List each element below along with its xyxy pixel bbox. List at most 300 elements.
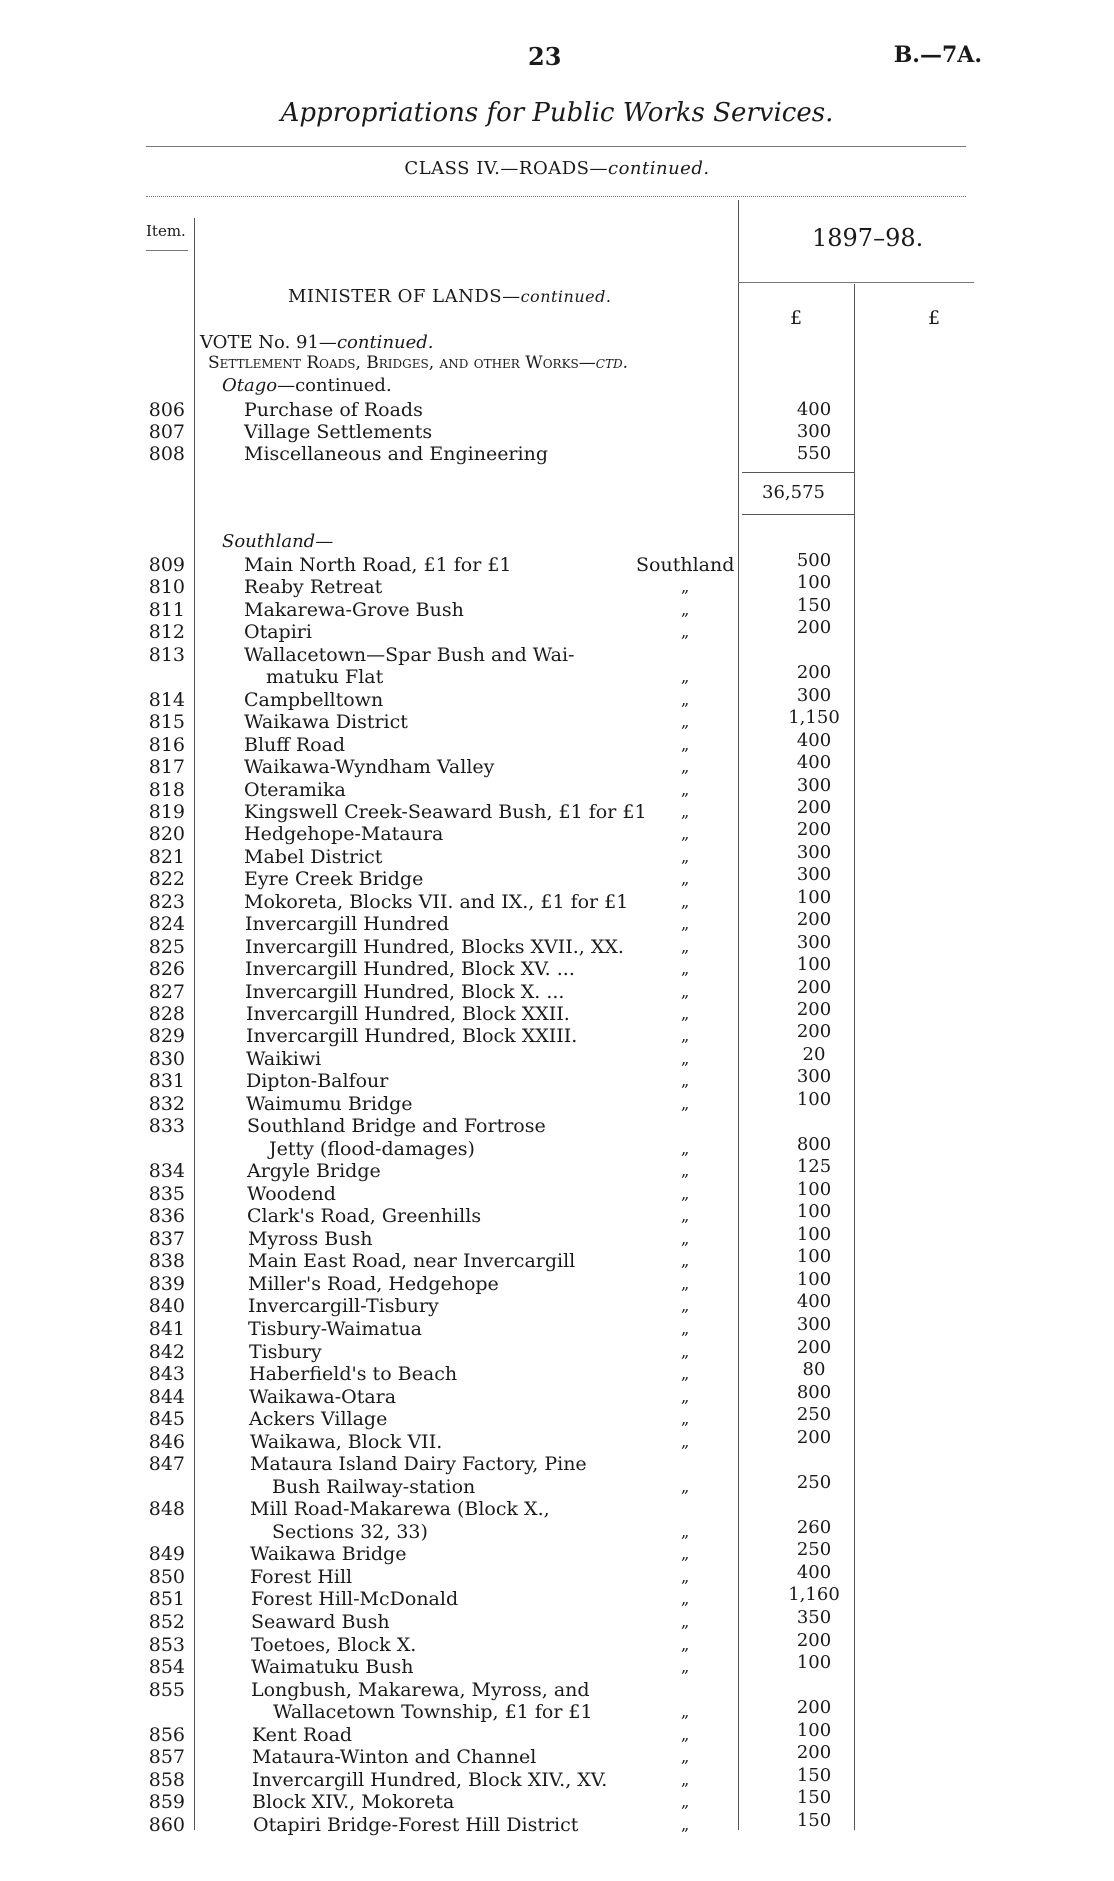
item-amount: 100 (796, 1201, 832, 1223)
item-amount: 550 (796, 443, 832, 464)
item-number: 838 (148, 1250, 185, 1273)
item-amount: 100 (796, 1719, 832, 1741)
ditto-mark: „ (681, 1206, 690, 1226)
class-heading (0, 158, 1114, 179)
item-description: Waimatuku Bush (251, 1656, 414, 1679)
item-amount: 100 (796, 1246, 832, 1268)
otago-heading-continued: —continued. (277, 375, 392, 396)
item-amount: 150 (796, 1764, 832, 1786)
item-description: Miller's Road, Hedgehope (248, 1272, 499, 1295)
item-description: Forest Hill (250, 1565, 353, 1588)
table-row (0, 1629, 1114, 1656)
item-amount: 100 (796, 1088, 832, 1110)
ditto-mark: „ (681, 1792, 690, 1812)
item-description-continued: Jetty (flood-damages) (269, 1137, 475, 1160)
item-number: 836 (148, 1205, 185, 1228)
table-row (0, 954, 1114, 981)
minister-heading-main: MINISTER OF LANDS— (288, 286, 521, 307)
ditto-mark: „ (681, 1251, 690, 1271)
ditto-mark: „ (681, 1431, 690, 1451)
minister-heading-continued: continued. (520, 287, 612, 306)
ditto-mark: „ (681, 824, 690, 844)
item-number: 814 (148, 688, 185, 711)
item-amount: 400 (796, 729, 832, 751)
item-description: Waikawa, Block VII. (250, 1430, 443, 1453)
item-description: Tisbury (249, 1340, 322, 1363)
table-row (0, 1268, 1114, 1295)
item-description: Waikawa Bridge (250, 1543, 407, 1566)
settlement-heading (208, 353, 628, 373)
table-row (0, 774, 1114, 801)
item-amount: 200 (796, 1629, 832, 1651)
item-number: 834 (148, 1160, 185, 1183)
otago-heading-main: Otago (222, 375, 278, 396)
southland-heading: Southland— (222, 531, 334, 552)
item-number: 850 (148, 1565, 185, 1588)
ditto-mark: „ (681, 1566, 690, 1586)
ditto-mark: „ (681, 577, 690, 597)
table-row (0, 909, 1114, 936)
item-amount: 200 (796, 1021, 832, 1043)
table-row (0, 1359, 1114, 1386)
item-description: Mabel District (244, 845, 383, 868)
item-amount: 300 (796, 684, 832, 706)
item-number: 855 (148, 1678, 185, 1701)
item-number: 846 (148, 1430, 185, 1453)
ditto-mark: „ (681, 712, 690, 732)
table-row (0, 1787, 1114, 1814)
item-amount: 300 (796, 841, 832, 863)
item-amount: 200 (796, 796, 832, 818)
item-amount: 300 (796, 931, 832, 953)
table-row (0, 886, 1114, 913)
table-row (0, 443, 1114, 465)
table-row (0, 1539, 1114, 1566)
item-number: 821 (148, 845, 185, 868)
item-column-header: Item. (146, 222, 186, 240)
item-description: Invercargill Hundred, Block XXII. (246, 1003, 570, 1025)
item-number: 828 (148, 1003, 185, 1025)
item-number: 820 (148, 823, 185, 846)
item-amount: 200 (796, 1742, 832, 1764)
ditto-mark: „ (681, 1296, 690, 1316)
ditto-mark: „ (681, 667, 690, 687)
ditto-mark: „ (681, 1611, 690, 1631)
ditto-mark: „ (681, 846, 690, 866)
item-description: Wallacetown—Spar Bush and Wai- (244, 643, 575, 666)
item-number: 815 (148, 711, 185, 734)
subtotal-rule-top (742, 472, 854, 473)
item-description-continued: Wallacetown Township, £1 for £1 (273, 1701, 593, 1724)
ditto-mark: „ (681, 1521, 690, 1541)
item-amount: 300 (796, 1066, 832, 1088)
ditto-mark: „ (681, 1544, 690, 1564)
ditto-mark: „ (681, 1004, 690, 1023)
table-row (0, 819, 1114, 846)
vote-heading-continued: continued. (336, 332, 434, 353)
item-description-continued: Sections 32, 33) (272, 1520, 428, 1543)
item-description: Village Settlements (244, 421, 433, 443)
item-number: 807 (148, 421, 185, 443)
item-number: 806 (148, 399, 185, 421)
item-description: Otapiri (244, 621, 312, 644)
item-description: Longbush, Makarewa, Myross, and (251, 1678, 590, 1701)
item-amount: 200 (796, 909, 832, 931)
item-description: Invercargill Hundred, Block XXIII. (246, 1025, 578, 1048)
item-amount: 300 (796, 1314, 832, 1335)
otago-heading (222, 375, 392, 396)
item-description: Dipton-Balfour (246, 1070, 389, 1093)
item-amount: 300 (796, 774, 832, 796)
item-number: 854 (148, 1656, 185, 1679)
ditto-mark: „ (681, 1657, 690, 1677)
item-description: Campbelltown (244, 688, 384, 711)
page-title: Appropriations for Public Works Services. (280, 98, 834, 128)
item-amount: 100 (796, 1178, 832, 1200)
item-number: 849 (148, 1543, 185, 1566)
settlement-heading-continued: ctd. (595, 353, 628, 373)
table-row (0, 864, 1114, 891)
ditto-mark: „ (681, 1589, 690, 1609)
item-description: Kingswell Creek-Seaward Bush, £1 for £1 (244, 800, 647, 823)
item-description: Invercargill Hundred, Block XV. ... (245, 958, 575, 981)
table-row (0, 1678, 1114, 1724)
table-row (0, 1809, 1114, 1836)
item-number: 818 (148, 778, 185, 801)
ditto-mark: „ (681, 1476, 690, 1496)
class-heading-continued: continued. (607, 158, 710, 179)
item-number: 830 (148, 1047, 185, 1070)
item-description: Invercargill Hundred, Blocks XVII., XX. (245, 935, 624, 958)
ditto-mark: „ (681, 734, 690, 754)
item-number: 833 (148, 1115, 185, 1138)
item-description: Mataura-Winton and Channel (252, 1746, 537, 1769)
item-number: 809 (148, 554, 185, 576)
item-number: 848 (148, 1498, 185, 1521)
ditto-mark: „ (681, 1634, 690, 1654)
ditto-mark: „ (681, 757, 690, 777)
item-description: Southland Bridge and Fortrose (247, 1115, 546, 1138)
item-amount: 400 (796, 1291, 832, 1313)
table-row (0, 1314, 1114, 1340)
item-number: 813 (148, 643, 185, 666)
item-description: Mataura Island Dairy Factory, Pine (250, 1453, 587, 1476)
item-number: 840 (148, 1295, 185, 1318)
table-row (0, 617, 1114, 644)
item-number: 841 (148, 1318, 185, 1340)
item-amount: 100 (796, 572, 832, 594)
item-description: Miscellaneous and Engineering (244, 443, 548, 465)
item-description: Purchase of Roads (244, 399, 423, 421)
item-description: Invercargill Hundred, Block X. ... (245, 980, 565, 1003)
item-number: 829 (148, 1025, 185, 1048)
ditto-mark: „ (681, 1364, 690, 1384)
item-number: 823 (148, 890, 185, 913)
table-row (0, 1043, 1114, 1070)
title-rule (146, 146, 966, 147)
table-row (0, 1115, 1114, 1160)
item-description: Waimumu Bridge (246, 1092, 413, 1115)
ditto-mark: „ (681, 599, 690, 619)
table-row (0, 1426, 1114, 1453)
item-amount: 400 (796, 1561, 832, 1583)
item-description: Eyre Creek Bridge (244, 868, 424, 891)
item-number: 851 (148, 1588, 185, 1611)
document-reference: B.—7A. (893, 42, 982, 68)
ditto-mark: „ (681, 1026, 690, 1046)
item-description: Makarewa-Grove Bush (244, 598, 464, 621)
item-description: Invercargill Hundred (245, 913, 449, 936)
table-row (0, 550, 1114, 576)
item-number: 859 (148, 1791, 185, 1814)
table-row (0, 1498, 1114, 1543)
ditto-mark: „ (681, 1769, 690, 1789)
ditto-mark: „ (681, 1409, 690, 1429)
subtotal-rule-bottom (742, 514, 854, 515)
item-description: Bluff Road (244, 733, 346, 756)
item-description: Main East Road, near Invercargill (248, 1250, 576, 1273)
item-description: Oteramika (244, 778, 346, 801)
ditto-mark: „ (681, 1273, 690, 1293)
table-row (0, 1088, 1114, 1115)
ditto-mark: „ (681, 891, 690, 911)
item-number: 808 (148, 443, 185, 465)
item-number: 826 (148, 958, 185, 981)
ditto-mark: „ (681, 914, 690, 934)
ditto-mark: „ (681, 1702, 690, 1722)
table-row (0, 752, 1114, 779)
table-row (0, 796, 1114, 823)
item-number: 812 (148, 621, 185, 644)
item-amount: 1,150 (788, 707, 840, 729)
year-header-rule (738, 282, 974, 283)
table-row (0, 1156, 1114, 1183)
item-description: Waikawa-Wyndham Valley (244, 756, 495, 779)
ditto-mark: „ (681, 689, 690, 709)
item-amount: 150 (796, 1787, 832, 1809)
item-description: Toetoes, Block X. (251, 1633, 417, 1656)
table-row (0, 1291, 1114, 1318)
item-amount: 200 (796, 1426, 832, 1448)
item-number: 819 (148, 800, 185, 823)
ditto-mark: „ (681, 1161, 690, 1181)
table-row (0, 1606, 1114, 1633)
ditto-mark: „ (681, 1071, 690, 1091)
item-description: Invercargill Hundred, Block XIV., XV. (252, 1768, 608, 1791)
district-label: Southland (636, 554, 735, 576)
table-row (0, 1246, 1114, 1273)
table-row (0, 572, 1114, 599)
item-number: 832 (148, 1092, 185, 1115)
class-heading-main: CLASS IV.—ROADS— (404, 158, 608, 179)
table-row (0, 707, 1114, 734)
item-number: 837 (148, 1227, 185, 1250)
table-row (0, 399, 1114, 421)
item-description: Block XIV., Mokoreta (252, 1791, 455, 1814)
table-row (0, 1453, 1114, 1498)
minister-heading (288, 286, 611, 307)
item-description: Myross Bush (248, 1227, 373, 1250)
item-number: 810 (148, 576, 185, 599)
table-row (0, 931, 1114, 958)
settlement-heading-main: Settlement Roads, Bridges, and other Works— (208, 353, 596, 373)
table-row (0, 1021, 1114, 1048)
item-amount: 250 (796, 1404, 832, 1426)
item-amount: 300 (796, 421, 832, 442)
ditto-mark: „ (681, 1814, 690, 1834)
item-description: Mill Road-Makarewa (Block X., (250, 1498, 550, 1521)
ditto-mark: „ (681, 1048, 690, 1068)
currency-symbol: £ (790, 307, 803, 329)
table-row (0, 1336, 1114, 1363)
item-amount: 100 (796, 1268, 832, 1290)
ditto-mark: „ (681, 1138, 690, 1158)
item-description: Invercargill-Tisbury (248, 1295, 439, 1318)
item-description: Waikawa District (244, 711, 408, 734)
table-row (0, 643, 1114, 689)
item-description: Ackers Village (249, 1408, 388, 1431)
table-row (0, 976, 1114, 1003)
item-number: 847 (148, 1453, 185, 1476)
ditto-mark: „ (681, 1228, 690, 1248)
item-amount: 1,160 (788, 1584, 840, 1606)
item-amount: 300 (796, 864, 832, 886)
ditto-mark: „ (681, 959, 690, 979)
item-number: 857 (148, 1746, 185, 1769)
item-description: Mokoreta, Blocks VII. and IX., £1 for £1 (244, 890, 629, 913)
table-row (0, 594, 1114, 621)
item-amount: 200 (796, 617, 832, 639)
item-amount: 100 (796, 954, 832, 976)
ditto-mark: „ (681, 1724, 690, 1744)
item-amount: 150 (796, 594, 832, 616)
item-number: 853 (148, 1633, 185, 1656)
ditto-mark: „ (681, 801, 690, 821)
item-description: Seaward Bush (251, 1610, 390, 1633)
item-amount: 100 (796, 1223, 832, 1245)
item-number: 842 (148, 1340, 185, 1363)
item-header-underline (146, 250, 188, 251)
item-description: Tisbury-Waimatua (248, 1318, 422, 1340)
item-description: Otapiri Bridge-Forest Hill District (253, 1813, 579, 1836)
table-row (0, 1764, 1114, 1791)
item-amount: 260 (796, 1516, 832, 1538)
item-amount: 800 (796, 1133, 832, 1155)
item-amount: 125 (796, 1156, 832, 1178)
table-row (0, 1719, 1114, 1746)
item-number: 858 (148, 1768, 185, 1791)
item-amount: 800 (796, 1381, 832, 1403)
otago-subtotal: 36,575 (762, 482, 825, 503)
ditto-mark: „ (681, 622, 690, 642)
item-amount: 350 (796, 1606, 832, 1628)
item-amount: 400 (796, 752, 832, 774)
item-amount: 20 (802, 1043, 826, 1065)
table-row (0, 1742, 1114, 1769)
item-number: 824 (148, 913, 185, 936)
item-number: 822 (148, 868, 185, 891)
item-amount: 400 (796, 399, 832, 420)
table-row (0, 729, 1114, 756)
ditto-mark: „ (681, 869, 690, 889)
item-amount: 200 (796, 976, 832, 998)
item-number: 843 (148, 1363, 185, 1386)
item-description: Reaby Retreat (244, 576, 383, 599)
item-amount: 200 (796, 819, 832, 841)
item-amount: 200 (796, 1336, 832, 1358)
item-description: Waikawa-Otara (249, 1385, 397, 1408)
ditto-mark: „ (681, 779, 690, 799)
item-description: Main North Road, £1 for £1 (244, 554, 512, 576)
item-amount: 250 (796, 1471, 832, 1493)
ditto-mark: „ (681, 1747, 690, 1767)
ditto-mark: „ (681, 981, 690, 1001)
ditto-mark: „ (681, 1093, 690, 1113)
ditto-mark: „ (681, 936, 690, 956)
table-row (0, 841, 1114, 868)
table-row (0, 1178, 1114, 1205)
item-amount: 500 (796, 550, 832, 571)
item-number: 845 (148, 1408, 185, 1431)
table-row (0, 1381, 1114, 1408)
table-row (0, 1066, 1114, 1093)
vote-heading-main: VOTE No. 91— (200, 332, 337, 353)
item-description-continued: matuku Flat (266, 666, 384, 689)
item-number: 856 (148, 1723, 185, 1746)
item-amount: 250 (796, 1539, 832, 1561)
item-number: 825 (148, 935, 185, 958)
item-amount: 200 (796, 1697, 832, 1719)
class-rule (146, 196, 966, 197)
table-row (0, 1223, 1114, 1250)
item-description: Waikiwi (246, 1047, 322, 1070)
table-row (0, 999, 1114, 1025)
table-row (0, 1652, 1114, 1679)
item-description: Argyle Bridge (247, 1160, 381, 1183)
item-number: 811 (148, 598, 185, 621)
item-number: 831 (148, 1070, 185, 1093)
item-number: 860 (148, 1813, 185, 1836)
item-amount: 200 (796, 999, 832, 1020)
ditto-mark: „ (681, 1319, 690, 1338)
item-description: Clark's Road, Greenhills (247, 1205, 482, 1228)
item-amount: 80 (802, 1359, 826, 1381)
ditto-mark: „ (681, 1183, 690, 1203)
page-number: 23 (528, 42, 562, 71)
ditto-mark: „ (681, 1386, 690, 1406)
vote-heading (200, 332, 434, 353)
year-header: 1897–98. (812, 224, 924, 252)
item-description: Haberfield's to Beach (249, 1363, 458, 1386)
item-number: 835 (148, 1182, 185, 1205)
currency-symbol: £ (928, 307, 941, 329)
item-description: Forest Hill-McDonald (251, 1588, 459, 1611)
table-row (0, 1584, 1114, 1611)
item-description: Kent Road (252, 1723, 353, 1746)
table-row (0, 1561, 1114, 1588)
table-row (0, 1404, 1114, 1431)
table-row (0, 421, 1114, 443)
item-amount: 150 (796, 1809, 832, 1831)
item-number: 827 (148, 980, 185, 1003)
ditto-mark: „ (681, 1341, 690, 1361)
item-amount: 200 (796, 662, 832, 684)
item-amount: 100 (796, 886, 832, 908)
item-description: Hedgehope-Mataura (244, 823, 444, 846)
item-description: Woodend (247, 1182, 336, 1205)
item-number: 844 (148, 1385, 185, 1408)
item-number: 839 (148, 1272, 185, 1295)
